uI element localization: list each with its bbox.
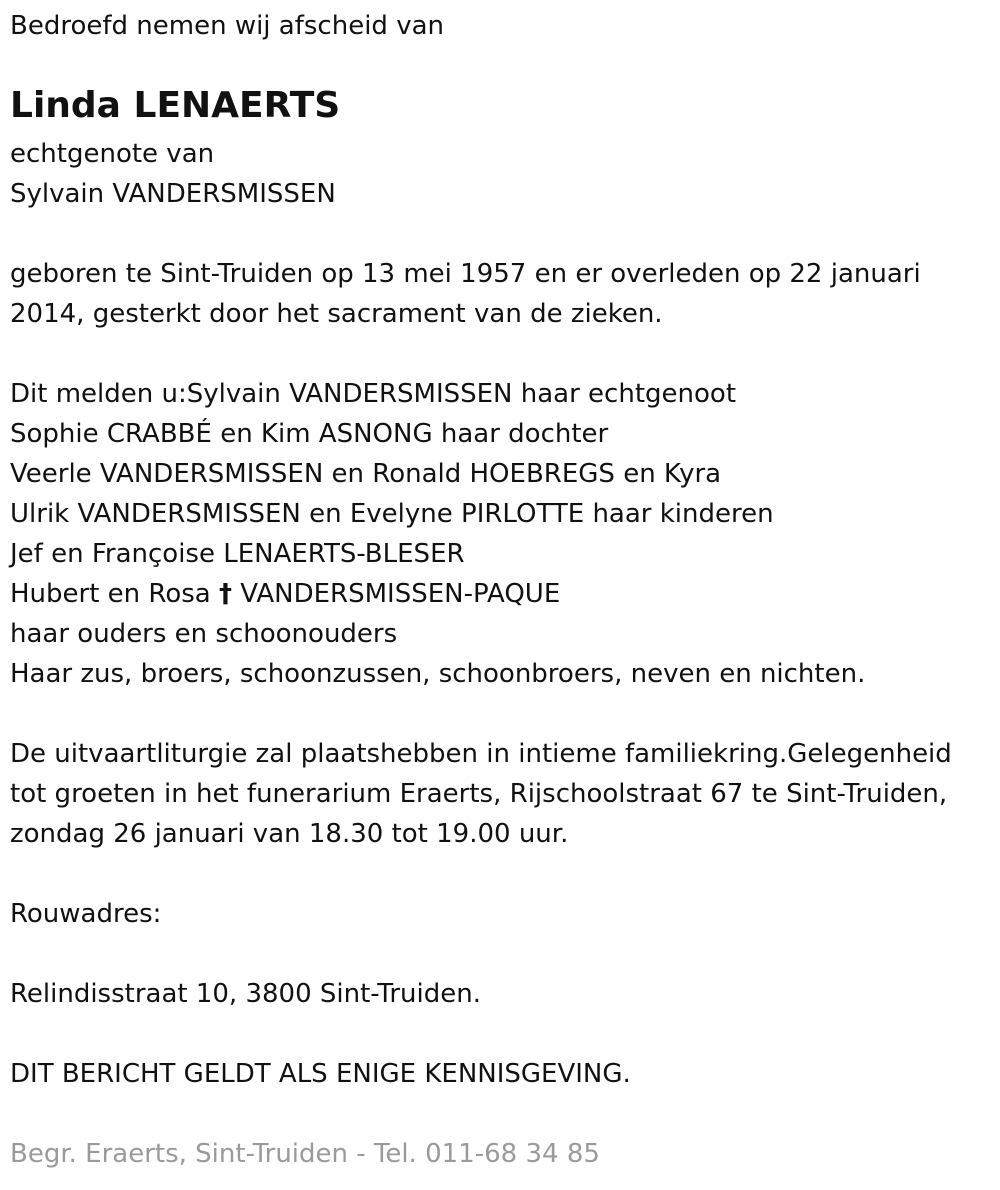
family-line: haar ouders en schoonouders [10, 619, 398, 649]
mourning-address: Relindisstraat 10, 3800 Sint-Truiden. [10, 979, 481, 1009]
service-line: zondag 26 januari van 18.30 tot 19.00 uur. [10, 819, 569, 849]
family-line: Jef en Françoise LENAERTS-BLESER [10, 539, 465, 569]
service-line: tot groeten in het funerarium Eraerts, Rijschoolstraat 67 te Sint-Truiden, [10, 779, 948, 809]
spouse-section [10, 134, 336, 214]
cross-icon: † [218, 579, 232, 609]
parents-surname: VANDERSMISSEN-PAQUE [240, 579, 561, 609]
family-line-parents [10, 574, 865, 614]
family-section [10, 374, 865, 694]
family-line: Veerle VANDERSMISSEN en Ronald HOEBREGS en Kyra [10, 459, 722, 489]
funeral-home-footer: Begr. Eraerts, Sint-Truiden - Tel. 011-68 34 85 [10, 1139, 600, 1169]
family-line: Dit melden u:Sylvain VANDERSMISSEN haar echtgenoot [10, 379, 737, 409]
birth-death-section [10, 254, 921, 334]
relation-label: echtgenote van [10, 139, 215, 169]
notice-text: DIT BERICHT GELDT ALS ENIGE KENNISGEVING. [10, 1059, 631, 1089]
birth-death-line: 2014, gesterkt door het sacrament van de zieken. [10, 299, 663, 329]
intro-text: Bedroefd nemen wij afscheid van [10, 11, 444, 41]
family-line: Ulrik VANDERSMISSEN en Evelyne PIRLOTTE haar kinderen [10, 499, 774, 529]
service-line: De uitvaartliturgie zal plaatshebben in intieme familiekring.Gelegenheid [10, 739, 952, 769]
birth-death-line: geboren te Sint-Truiden op 13 mei 1957 en er overleden op 22 januari [10, 259, 921, 289]
service-section [10, 734, 952, 854]
family-line: Haar zus, broers, schoonzussen, schoonbroers, neven en nichten. [10, 659, 866, 689]
deceased-name: Linda LENAERTS [10, 85, 341, 126]
family-line: Sophie CRABBÉ en Kim ASNONG haar dochter [10, 419, 609, 449]
address-label: Rouwadres: [10, 899, 162, 929]
spouse-name: Sylvain VANDERSMISSEN [10, 179, 336, 209]
parents-first-names: Hubert en Rosa [10, 579, 211, 609]
